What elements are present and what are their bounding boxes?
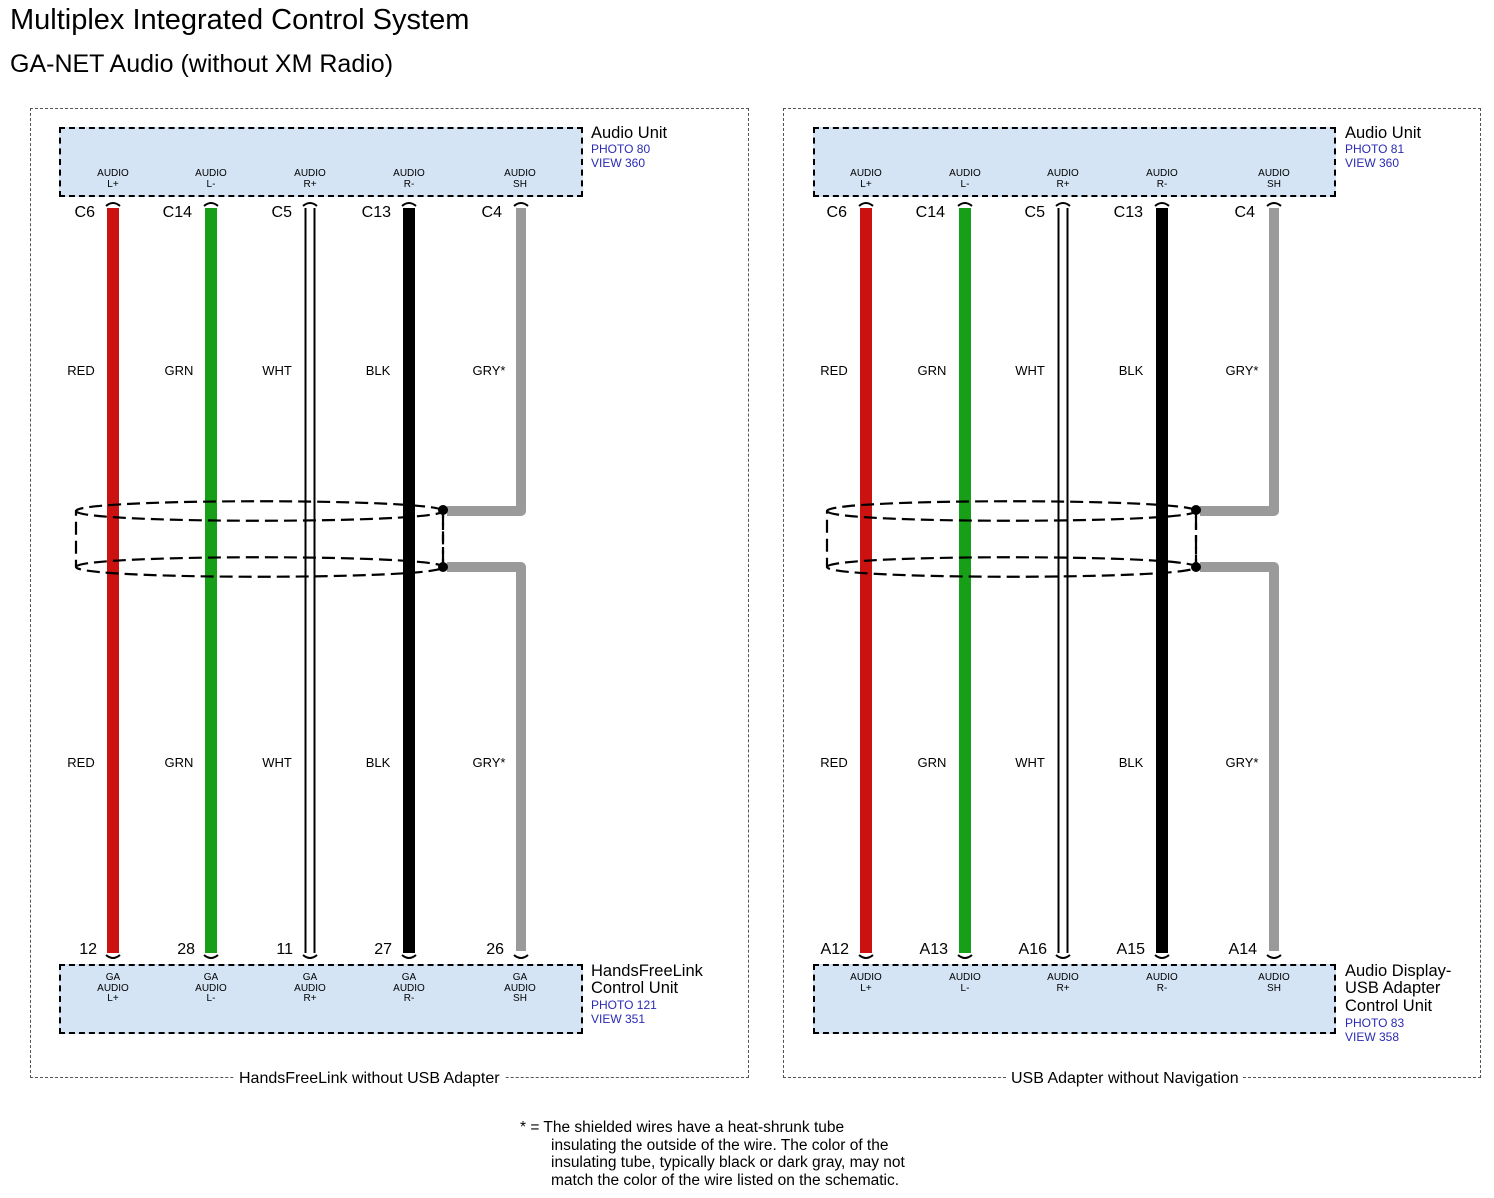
unit-name-handsfreelink-line1: HandsFreeLink [591,962,703,980]
wire-gry-lower [1200,567,1274,951]
terminal-bottom [402,955,416,958]
terminal-bottom [958,955,972,958]
pin-label: AUDIO R+ [1047,168,1079,190]
shield-tube [827,501,1196,577]
panel-label-usb-adapter: USB Adapter without Navigation [1007,1070,1243,1088]
unit-name-audio-display-line3: Control Unit [1345,997,1433,1015]
unit-name-handsfreelink-line2: Control Unit [591,979,679,997]
wire-color-label: RED [67,755,95,770]
connector-label: 12 [79,941,97,958]
terminal-top [1056,203,1070,206]
connector-label: A15 [1116,941,1145,958]
terminal-bottom [204,955,218,958]
pin-label: AUDIO SH [1258,168,1290,190]
connector-label: C5 [1024,204,1045,221]
wire-color-label: BLK [365,363,391,378]
pin-label: GA AUDIO R- [393,972,425,1004]
pin-label: AUDIO L- [949,972,981,994]
wire-color-label: GRN [164,755,194,770]
shield-junction-dot [1191,562,1201,572]
pin-label: AUDIO L- [195,168,227,190]
pin-label: GA AUDIO L+ [97,972,129,1004]
connector-label: A16 [1018,941,1047,958]
terminal-top [859,203,873,206]
shield-tube-inner [76,511,443,567]
shield-junction-dot [438,562,448,572]
photo-ref-audio-unit-left: PHOTO 80 [591,142,651,156]
pin-label: GA AUDIO R+ [294,972,326,1004]
pin-label: GA AUDIO L- [195,972,227,1004]
connector-label: 28 [177,941,195,958]
wire-color-label: GRY* [472,363,506,378]
footnote-line: insulating tube, typically black or dark gray, may not [551,1154,905,1171]
connector-label: C14 [162,204,192,221]
connector-label: C6 [826,204,847,221]
pin-label: AUDIO L- [949,168,981,190]
wire-color-label: GRN [917,363,947,378]
connector-label: 11 [276,941,293,958]
wire-color-label: BLK [1118,755,1144,770]
wire-gry-upper [1200,208,1274,511]
terminal-bottom [859,955,873,958]
view-ref-audio-unit-left: VIEW 360 [591,156,646,170]
wire-color-label: GRY* [1225,755,1259,770]
wire-gry-lower [447,567,521,951]
pin-label: AUDIO L+ [850,168,882,190]
wire-color-label: WHT [1015,363,1045,378]
shield-tube [76,501,443,577]
wire-color-label: BLK [365,755,391,770]
wire-color-label: GRY* [472,755,506,770]
pin-label: AUDIO R- [1146,972,1178,994]
view-ref-audio-unit-right: VIEW 360 [1345,156,1400,170]
wire-color-label: GRY* [1225,363,1259,378]
connector-label: C4 [1234,204,1255,221]
pin-label: AUDIO L+ [850,972,882,994]
photo-ref-audio-display: PHOTO 83 [1345,1016,1405,1030]
wire-group-right [827,203,1281,958]
view-ref-audio-display: VIEW 358 [1345,1030,1400,1044]
shield-junction-dot [1191,505,1201,515]
connector-label: 27 [374,941,392,958]
wire-color-label: WHT [262,363,292,378]
footnote-line: match the color of the wire listed on the schematic. [551,1171,900,1189]
panel-label-handsfreelink: HandsFreeLink without USB Adapter [235,1070,504,1088]
shield-tube-inner [827,511,1196,567]
pin-label: AUDIO R- [1146,168,1178,190]
terminal-top [204,203,218,206]
terminal-top [1267,203,1281,206]
unit-name-audio-unit-right: Audio Unit [1345,124,1422,142]
connector-label: C13 [361,204,391,221]
pin-label: AUDIO L+ [97,168,129,190]
connector-label: C6 [74,204,95,221]
connector-label: A13 [919,941,948,958]
pin-label: AUDIO R- [393,168,425,190]
terminal-top [1155,203,1169,206]
connector-label: C14 [915,204,945,221]
connector-label: C4 [481,204,502,221]
terminal-top [958,203,972,206]
terminal-bottom [514,955,528,958]
unit-name-audio-display-line1: Audio Display- [1345,962,1452,980]
terminal-bottom [303,955,317,958]
terminal-bottom [1155,955,1169,958]
page-title: Multiplex Integrated Control System [10,4,470,36]
pin-label: AUDIO R+ [294,168,326,190]
connector-label: C13 [1113,204,1143,221]
unit-name-audio-display-line2: USB Adapter [1345,979,1441,997]
terminal-top [106,203,120,206]
connector-label: A14 [1228,941,1257,958]
terminal-bottom [1056,955,1070,958]
view-ref-handsfreelink: VIEW 351 [591,1012,646,1026]
terminal-top [303,203,317,206]
pin-label: GA AUDIO SH [504,972,536,1004]
pin-label: AUDIO SH [504,168,536,190]
wire-color-label: RED [820,363,848,378]
wire-color-label: RED [67,363,95,378]
wire-group-left [76,203,528,958]
photo-ref-handsfreelink: PHOTO 121 [591,998,657,1012]
wire-color-label: WHT [262,755,292,770]
footnote-line: insulating the outside of the wire. The color of the [551,1136,889,1154]
pin-label: AUDIO SH [1258,972,1290,994]
photo-ref-audio-unit-right: PHOTO 81 [1345,142,1405,156]
connector-label: A12 [820,941,849,958]
wire-color-label: WHT [1015,755,1045,770]
terminal-bottom [1267,955,1281,958]
wire-gry-upper [447,208,521,511]
page-subtitle: GA-NET Audio (without XM Radio) [10,50,394,78]
terminal-top [514,203,528,206]
wire-color-label: GRN [164,363,194,378]
footnote-line: * = The shielded wires have a heat-shrunk tube [520,1119,845,1136]
wire-color-label: BLK [1118,363,1144,378]
pin-label: AUDIO R+ [1047,972,1079,994]
terminal-top [402,203,416,206]
connector-label: 26 [486,941,504,958]
connector-label: C5 [271,204,292,221]
unit-name-audio-unit-left: Audio Unit [591,124,668,142]
wire-color-label: GRN [917,755,947,770]
wire-color-label: RED [820,755,848,770]
shield-junction-dot [438,505,448,515]
terminal-bottom [106,955,120,958]
footnote [520,1119,905,1189]
